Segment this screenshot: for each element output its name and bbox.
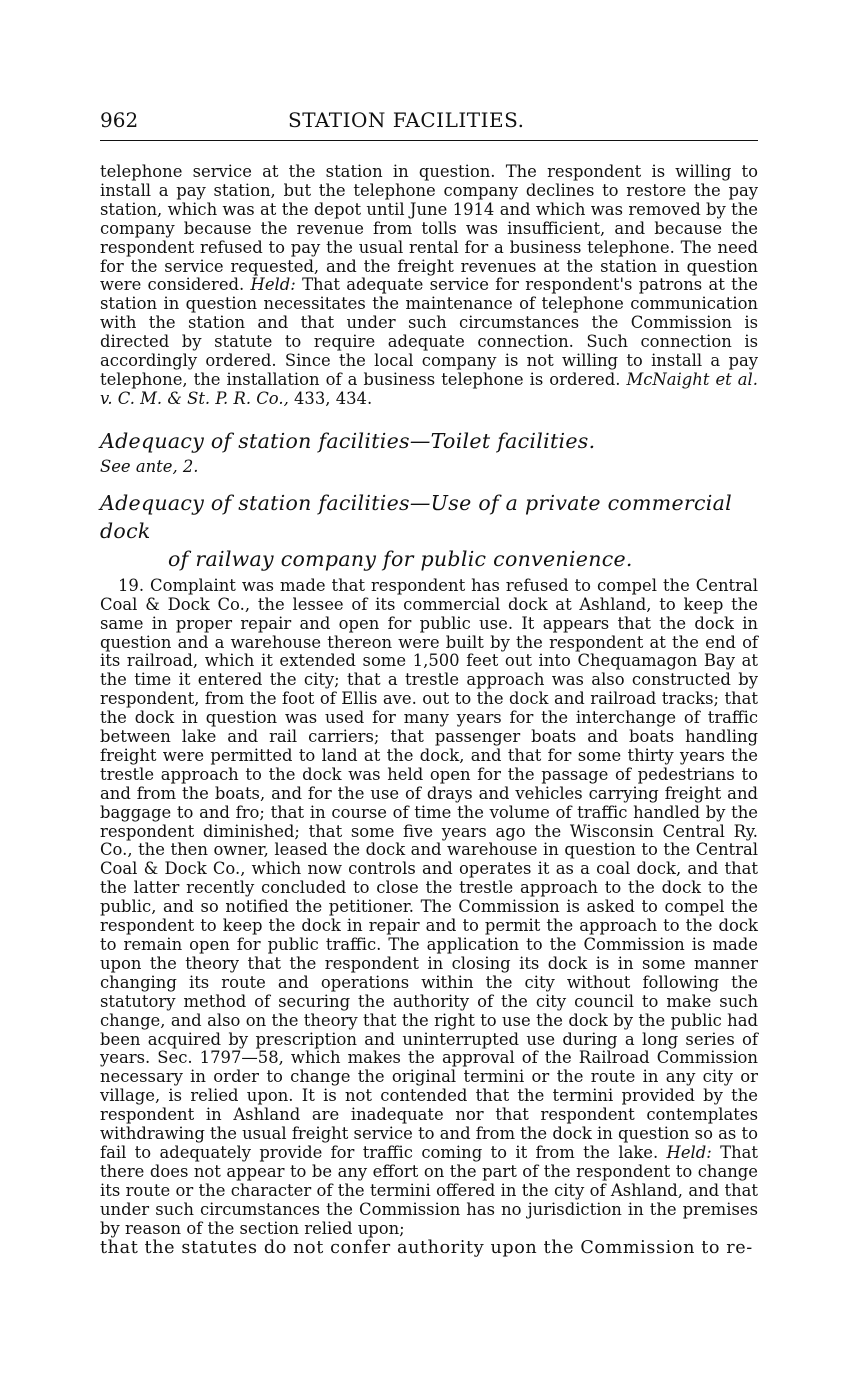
heading2-line2: of railway company for public convenience.: [168, 546, 633, 571]
page-number: 962: [100, 108, 139, 132]
heading2-line1: Adequacy of station facilities—Use of a private commercial dock: [100, 490, 733, 543]
held-label: Held:: [250, 275, 296, 295]
para1-text-a: telephone service at the station in question. The respondent is willing to install a pay station, but the telephone company declines to restore the pay station, which was at the depot until June 1914 and which was removed by the company because the revenue from tolls was insufficient, and because the respondent refused to pay the usual rental for a business telephone. The need for the service requested, and the freight revenues at the station in question were considered.: [100, 162, 758, 295]
running-head: [100, 108, 758, 141]
page: [100, 108, 758, 1257]
para2-text-a: 19. Complaint was made that respondent has refused to compel the Central Coal & Dock Co., the lessee of its commercial dock at Ashland, to keep the same in proper repair and open for public use. It appears that the dock in question and a warehouse thereon were built by the respondent at the end of its railroad, which it extended some 1,500 feet out into Chequamagon Bay at the time it entered the city; that a trestle approach was also constructed by respondent, from the foot of Ellis ave. out to the dock and railroad tracks; that the dock in question was used for many years for the interchange of traffic between lake and rail carriers; that passenger boats and boats handling freight were permitted to land at the dock, and that for some thirty years the trestle approach to the dock was held open for the passage of pedestrians to and from the boats, and for the use of drays and vehicles carrying freight and baggage to and fro; that in course of time the volume of traffic handled by the respondent diminished; that some five years ago the Wisconsin Central Ry. Co., the then owner, leased the dock and warehouse in question to the Central Coal & Dock Co., which now controls and operates it as a coal dock, and that the latter recently concluded to close the trestle approach to the dock to the public, and so notified the petitioner. The Commission is asked to compel the respondent to keep the dock in repair and to permit the approach to the dock to remain open for public traffic. The application to the Commission is made upon the theory that the respondent in closing its dock is in some manner changing its route and operations within the city without following the statutory method of securing the authority of the city council to make such change, and also on the theory that the right to use the dock by the public had been acquired by prescription and uninterrupted use during a long series of years. Sec. 1797—58, which makes the approval of the Railroad Commission necessary in order to change the original termini or the route in any city or village, is relied upon. It is not contended that the termini provided by the respondent in Ashland are inadequate nor that respondent contemplates withdrawing the usual freight service to and from the dock in question so as to fail to adequately provide for traffic coming to it from the lake.: [100, 575, 758, 1162]
para2-last-line: that the statutes do not confer authority upon the Commission to re-: [100, 1237, 753, 1258]
paragraph-complaint-19: [100, 577, 758, 1258]
paragraph-telephone-service: [100, 163, 758, 409]
para1-text-b: That adequate service for respondent's patrons at the station in question necessitates the maintenance of telephone communication with the station and that under such circumstances the Commission is directed by statute to require adequate connection. Such connection is accordingly ordered. Since the local company is not willing to install a pay telephone, the installation of a business telephone is ordered.: [100, 275, 758, 389]
para2-text-b: That there does not appear to be any effort on the part of the respondent to change its route or the character of the termini offered in the city of Ashland, and that under such circumstances the Commission has no jurisdiction in the premises by reason of the section relied upon;: [100, 1142, 759, 1238]
section-heading-toilet-facilities: Adequacy of station facilities—Toilet facilities.: [100, 428, 596, 453]
case-name: McNaight et al. v. C. M. & St. P. R. Co.,: [100, 369, 758, 408]
running-title: STATION FACILITIES.: [288, 108, 525, 132]
held-label-2: Held:: [666, 1142, 712, 1162]
see-ante-reference: See ante, 2.: [100, 456, 199, 476]
section-heading-commercial-dock: [100, 489, 758, 573]
case-citation: 433, 434.: [288, 388, 373, 408]
